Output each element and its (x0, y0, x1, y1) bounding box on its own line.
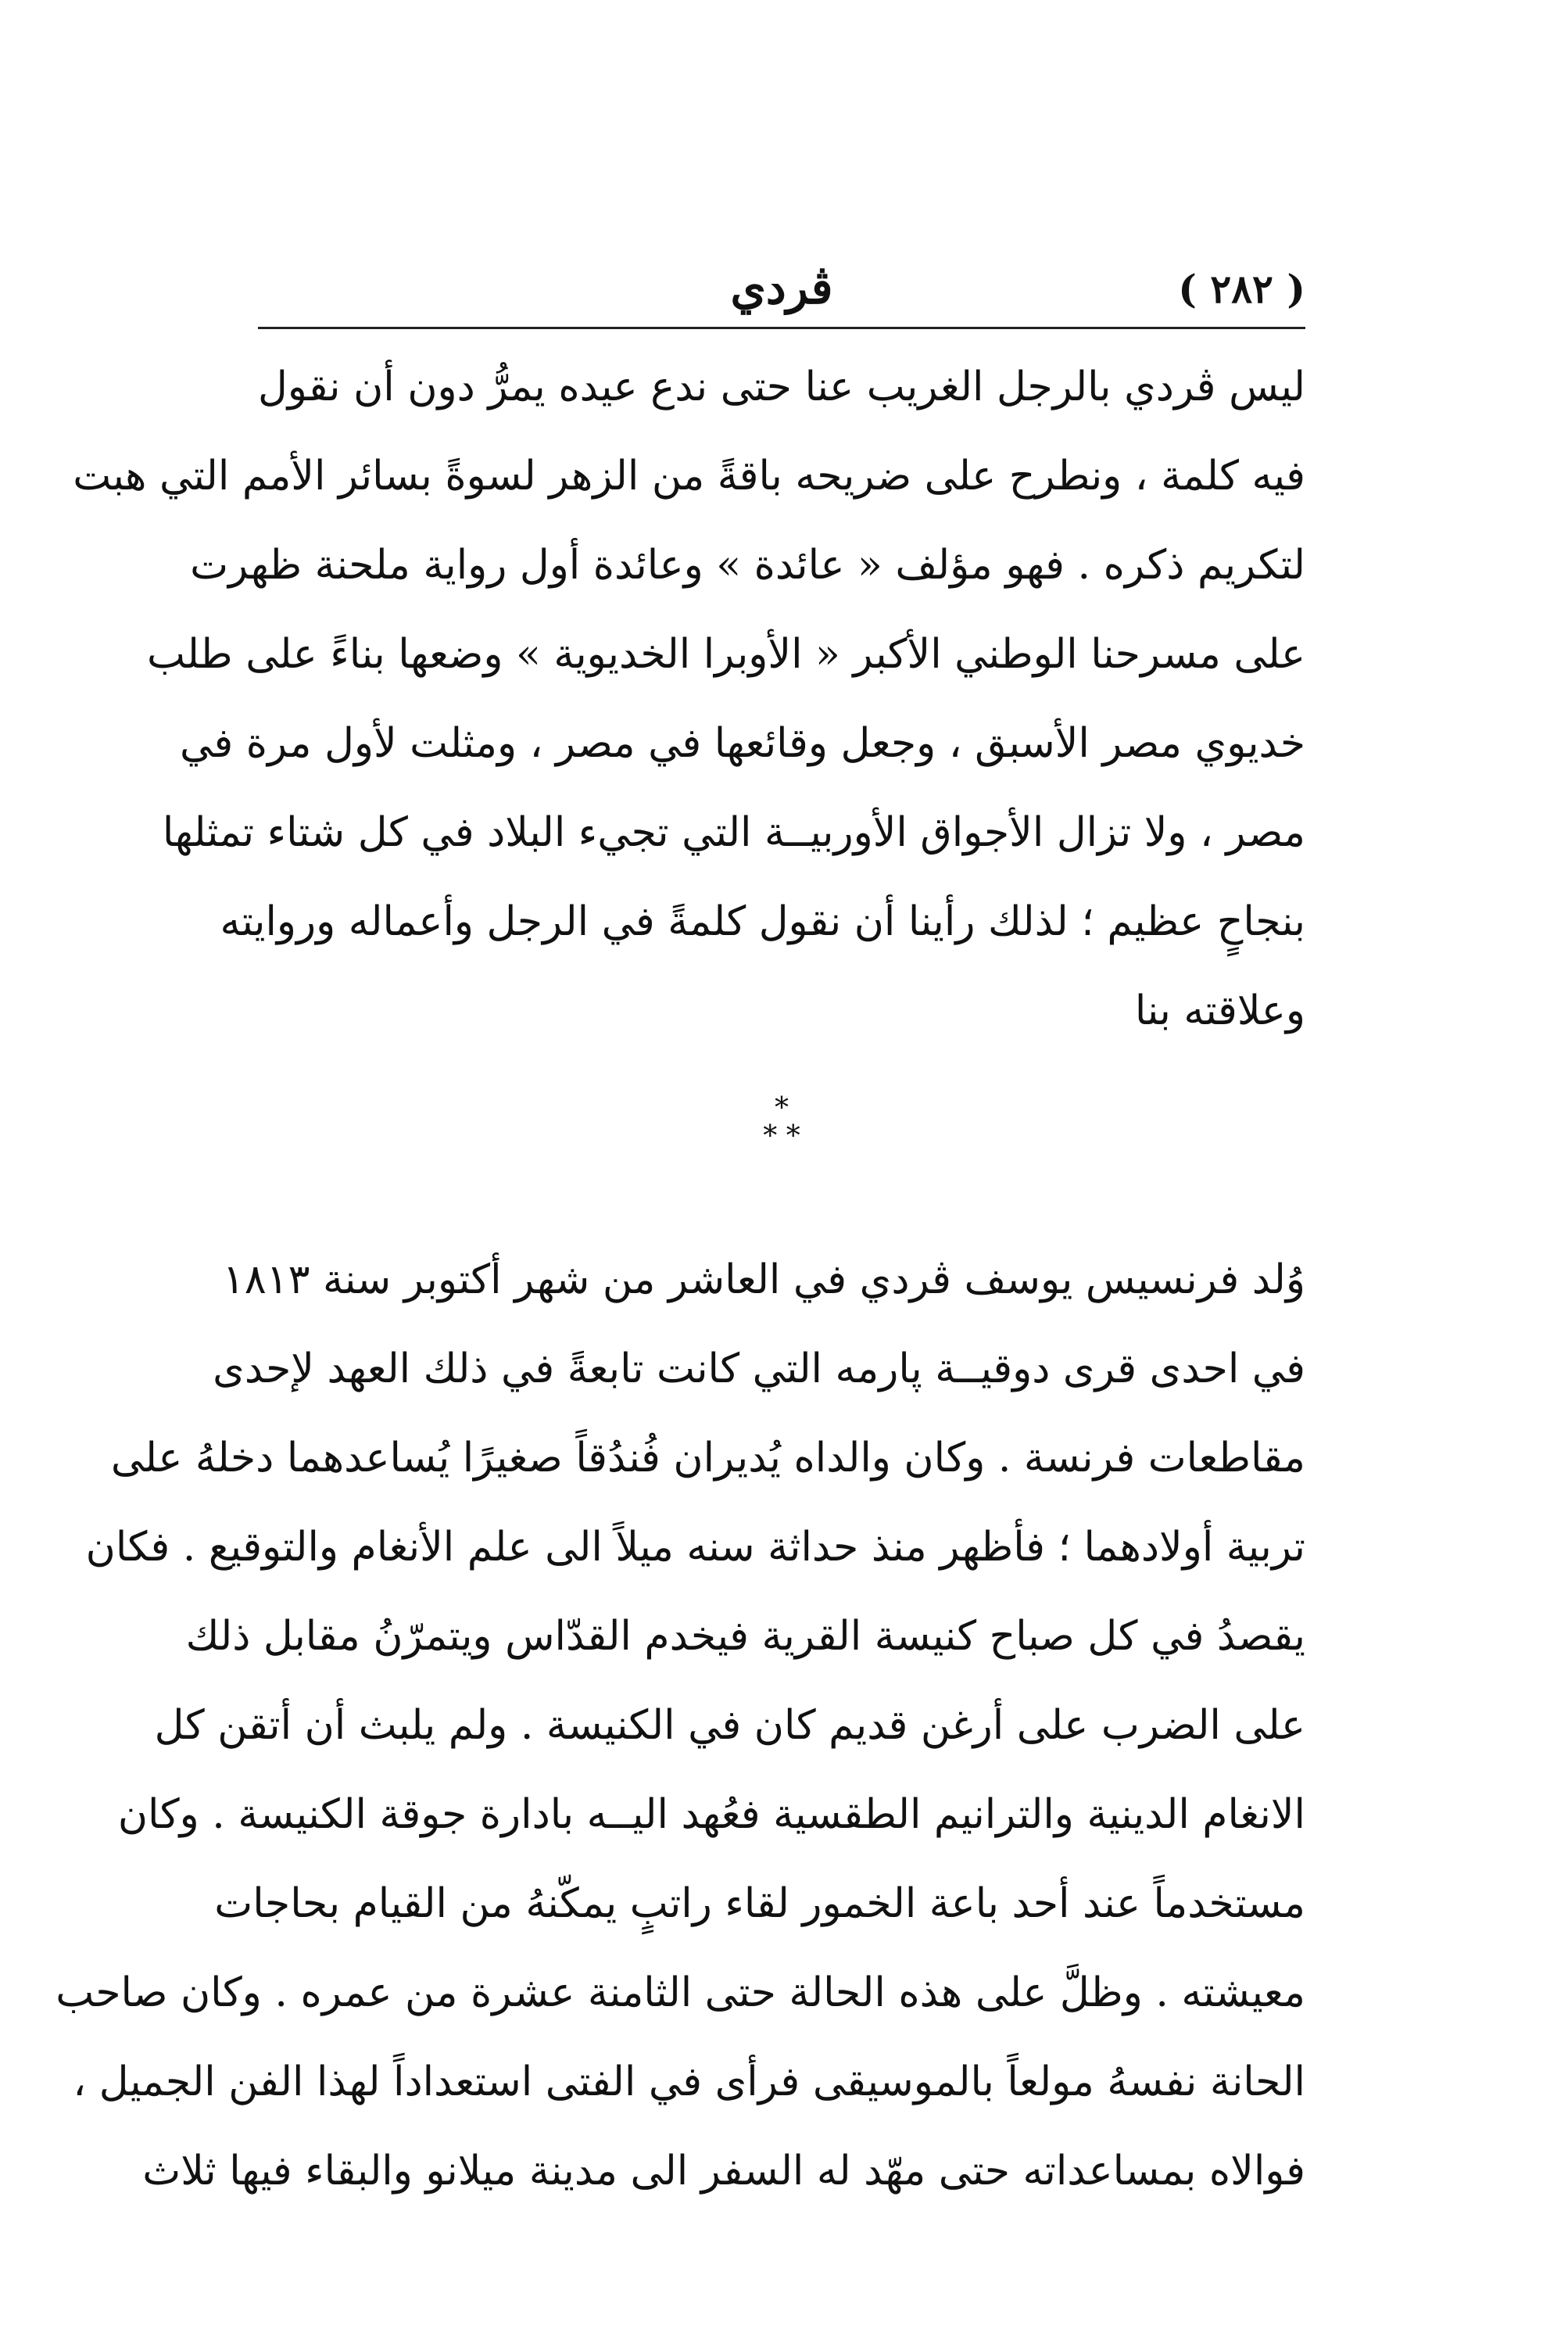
page-number: ( ٢٨٢ ) (1178, 266, 1305, 312)
text-line: وُلد فرنسيس يوسف ڤردي في العاشر من شهر أكتوبر سنة ١٨١٣ (222, 1256, 1305, 1303)
text-line: تربية أولادهما ؛ فأظهر منذ حداثة سنه ميلاً الى علم الأنغام والتوقيع . فكان (85, 1524, 1305, 1571)
text-line: الانغام الدينية والترانيم الطقسية فعُهد اليــه بادارة جوقة الكنيسة . وكان (117, 1791, 1305, 1838)
text-line: مقاطعات فرنسة . وكان والداه يُديران فُندُقاً صغيرًا يُساعدهما دخلهُ على (110, 1435, 1305, 1482)
text-line: لتكريم ذكره . فهو مؤلف « عائدة » وعائدة أول رواية ملحنة ظهرت (190, 542, 1305, 589)
text-line: يقصدُ في كل صباح كنيسة القرية فيخدم القدّاس ويتمرّنُ مقابل ذلك (185, 1613, 1305, 1660)
asterism-top: * (775, 1092, 789, 1124)
text-line: مصر ، ولا تزال الأجواق الأوربيــة التي تجيء البلاد في كل شتاء تمثلها (162, 809, 1305, 856)
section-separator (258, 1055, 1305, 1235)
page-header (258, 258, 1305, 328)
text-line: مستخدماً عند أحد باعة الخمور لقاء راتبٍ يمكّنهُ من القيام بحاجات (214, 1880, 1305, 1927)
page-body (55, 342, 1305, 2216)
text-line: على مسرحنا الوطني الأكبر « الأوبرا الخديوية » وضعها بناءً على طلب (147, 631, 1305, 678)
text-line: خديوي مصر الأسبق ، وجعل وقائعها في مصر ، ومثلت لأول مرة في (180, 720, 1305, 767)
asterism-bottom: * * (763, 1120, 800, 1152)
text-line: في احدى قرى دوقيــة پارمه التي كانت تابعةً في ذلك العهد لإحدى (213, 1345, 1305, 1392)
running-title: ڤردي (730, 261, 833, 314)
text-line: على الضرب على أرغن قديم كان في الكنيسة . ولم يلبث أن أتقن كل (154, 1702, 1305, 1749)
text-line: فوالاه بمساعداته حتى مهّد له السفر الى مدينة ميلانو والبقاء فيها ثلاث (142, 2148, 1305, 2195)
asterism (258, 1092, 1305, 1152)
text-line: معيشته . وظلَّ على هذه الحالة حتى الثامنة عشرة من عمره . وكان صاحب (55, 1969, 1305, 2016)
intro-paragraph (73, 342, 1305, 1055)
text-line: الحانة نفسهُ مولعاً بالموسيقى فرأى في الفتى استعداداً لهذا الفن الجميل ، (73, 2058, 1305, 2105)
header-rule (258, 327, 1305, 329)
biography-paragraph (55, 1235, 1305, 2216)
text-line: بنجاحٍ عظيم ؛ لذلك رأينا أن نقول كلمةً في الرجل وأعماله وروايته (220, 898, 1305, 945)
text-line: وعلاقته بنا (1134, 987, 1305, 1034)
text-line: فيه كلمة ، ونطرح على ضريحه باقةً من الزهر لسوةً بسائر الأمم التي هبت (73, 453, 1305, 500)
text-line: ليس ڤردي بالرجل الغريب عنا حتى ندع عيده يمرُّ دون أن نقول (258, 364, 1305, 410)
